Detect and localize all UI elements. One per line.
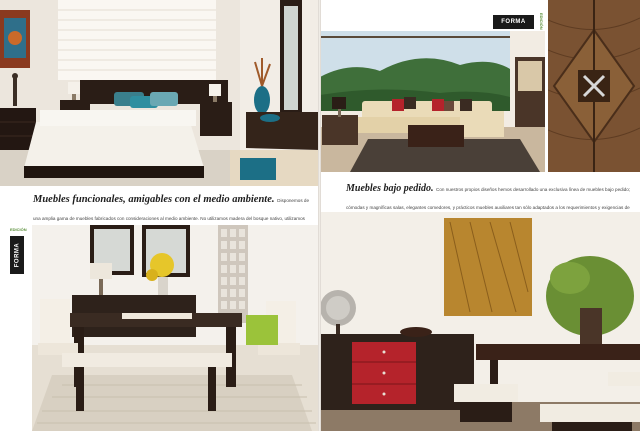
caption-left-title: Muebles funcionales, amigables con el medio ambiente. [33, 194, 278, 205]
right-page [320, 0, 640, 431]
wood-door-photo [548, 0, 640, 172]
edition-label-left: EDICIÓN [10, 227, 27, 232]
forma-logo-text-left: FORMA [14, 242, 20, 268]
living-room-photo [320, 31, 545, 172]
bedroom-photo [0, 0, 319, 186]
edition-label-right: EDICIÓN [539, 13, 544, 30]
forma-logo-text-right: FORMA [501, 19, 526, 25]
page-gutter [318, 0, 321, 431]
caption-left-body: Disponemos de una amplia gama de muebles fabricados con consideraciones al medio ambiente. No utilizamos madera del bosque nativo, utilizamos [33, 198, 310, 221]
left-page [0, 0, 319, 431]
dining-room-photo [32, 225, 319, 431]
forma-logo-right [493, 15, 534, 29]
caption-right-title: Muebles bajo pedido. [346, 183, 436, 194]
buffet-dining-photo [320, 212, 640, 431]
caption-right-body: Con nuestros propios diseños hemos desarrollado una exclusiva línea de muebles bajo pedido; cómodas y magníficas salas, elegantes comedores, y prácticos muebles auxiliares tan sólo adaptados a los requerimientos y exigencias de [346, 187, 631, 210]
forma-logo-left [10, 236, 24, 274]
